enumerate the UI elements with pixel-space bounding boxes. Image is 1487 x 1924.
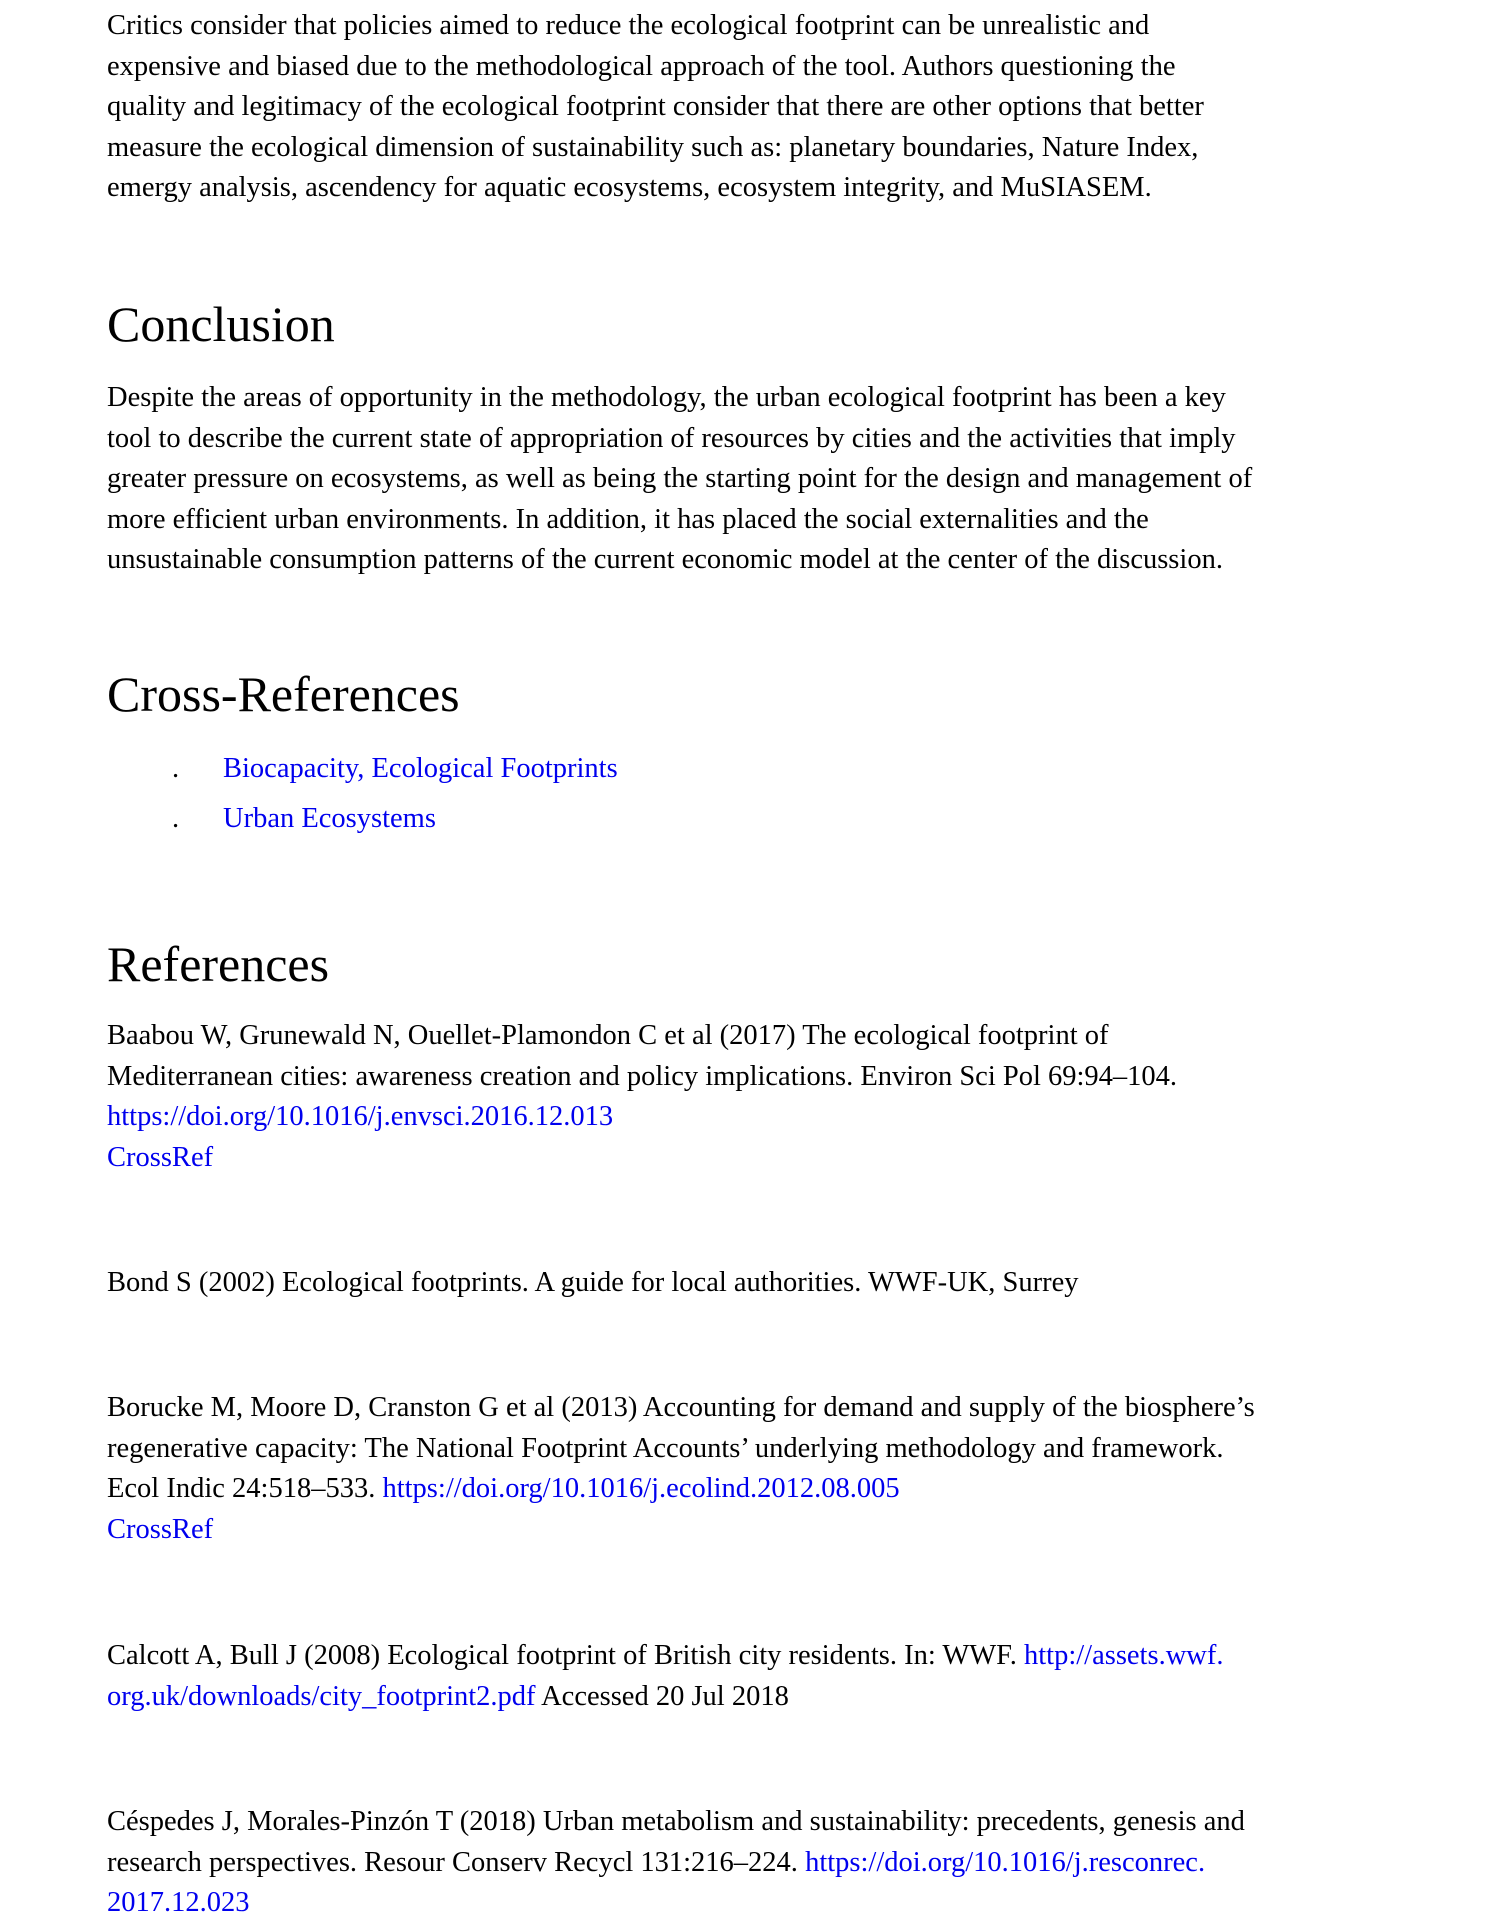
reference-text: Baabou W, Grunewald N, Ouellet-Plamondon C et al (2017) The ecological footprint of — [107, 1020, 1109, 1051]
reference-text: regenerative capacity: The National Footprint Accounts’ underlying methodology and framework. — [107, 1432, 1224, 1464]
crossref-link[interactable]: CrossRef — [107, 1513, 214, 1545]
reference-entry-calcott — [107, 1636, 1407, 1717]
paragraph-line: tool to describe the current state of appropriation of resources by cities and the activities that imply — [107, 422, 1236, 454]
reference-entry-cespedes — [107, 1802, 1407, 1924]
paragraph-line: Despite the areas of opportunity in the methodology, the urban ecological footprint has been a key — [107, 382, 1226, 413]
reference-text: Mediterranean cities: awareness creation and policy implications. Environ Sci Pol 69:94–104. — [107, 1060, 1178, 1092]
reference-entry-borucke — [107, 1388, 1407, 1550]
reference-text: Borucke M, Moore D, Cranston G et al (2013) Accounting for demand and supply of the biosphere’s — [107, 1392, 1255, 1423]
cross-reference-item — [107, 744, 618, 794]
conclusion-heading: Conclusion — [107, 296, 335, 352]
reference-entry-bond — [107, 1263, 1407, 1304]
reference-text: Céspedes J, Morales-Pinzón T (2018) Urban metabolism and sustainability: precedents, genesis and — [107, 1806, 1245, 1837]
cross-reference-link-urban-ecosystems[interactable]: Urban Ecosystems — [223, 803, 436, 834]
paragraph-line: measure the ecological dimension of sustainability such as: planetary boundaries, Nature Index, — [107, 131, 1199, 163]
references-heading: References — [107, 936, 330, 992]
paragraph-line: Critics consider that policies aimed to reduce the ecological footprint can be unrealistic and — [107, 10, 1150, 41]
reference-text: Accessed 20 Jul 2018 — [535, 1680, 789, 1712]
crossref-link[interactable]: CrossRef — [107, 1141, 214, 1173]
paragraph-line: emergy analysis, ascendency for aquatic ecosystems, ecosystem integrity, and MuSIASEM. — [107, 172, 1152, 203]
paragraph-line: unsustainable consumption patterns of the current economic model at the center of the discussion. — [107, 544, 1223, 575]
reference-text: research perspectives. Resour Conserv Recycl 131:216–224. — [107, 1846, 806, 1878]
doi-link[interactable]: 2017.12.023 — [107, 1887, 250, 1918]
cross-references-list — [107, 744, 618, 844]
bullet-icon: . — [172, 803, 180, 834]
doi-link[interactable]: https://doi.org/10.1016/j.ecolind.2012.08.005 — [382, 1473, 900, 1504]
doi-link[interactable]: https://doi.org/10.1016/j.resconrec. — [805, 1846, 1206, 1878]
reference-text: Calcott A, Bull J (2008) Ecological footprint of British city residents. In: WWF. — [107, 1640, 1024, 1671]
paragraph-line: quality and legitimacy of the ecological footprint consider that there are other options that better — [107, 91, 1204, 122]
reference-text: Bond S (2002) Ecological footprints. A guide for local authorities. WWF-UK, Surrey — [107, 1267, 1079, 1298]
reference-text: Ecol Indic 24:518–533. — [107, 1473, 383, 1504]
paragraph-line: expensive and biased due to the methodological approach of the tool. Authors questioning the — [107, 50, 1176, 82]
conclusion-paragraph — [107, 378, 1407, 581]
cross-reference-link-biocapacity[interactable]: Biocapacity, Ecological Footprints — [223, 753, 618, 784]
url-link[interactable]: http://assets.wwf. — [1023, 1640, 1224, 1671]
cross-references-heading: Cross-References — [107, 666, 460, 722]
url-link[interactable]: org.uk/downloads/city_footprint2.pdf — [107, 1680, 536, 1712]
bullet-icon: . — [172, 753, 180, 784]
paragraph-line: greater pressure on ecosystems, as well as being the starting point for the design and management of — [107, 463, 1253, 494]
paragraph-line: more efficient urban environments. In addition, it has placed the social externalities and the — [107, 503, 1149, 535]
reference-entry-baabou — [107, 1016, 1407, 1178]
cross-reference-item — [107, 794, 618, 844]
intro-paragraph — [107, 6, 1407, 209]
doi-link[interactable]: https://doi.org/10.1016/j.envsci.2016.12.013 — [107, 1101, 614, 1132]
